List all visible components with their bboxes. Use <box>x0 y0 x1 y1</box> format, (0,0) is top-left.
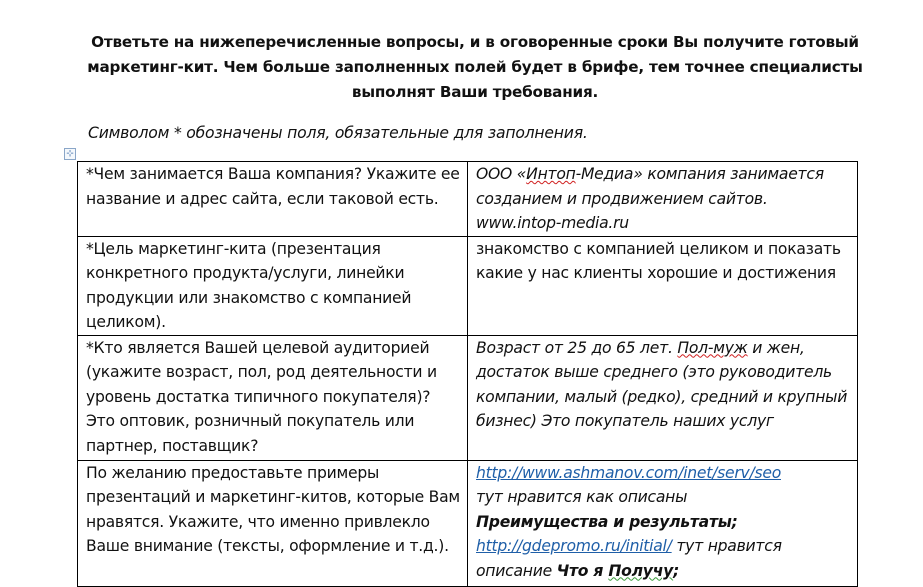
question-cell[interactable]: *Цель маркетинг-кита (презентация конкретного продукта/услуги, линейки продукции или знакомство с компанией целиком). <box>78 236 468 335</box>
required-fields-note: Символом * обозначены поля, обязательные для заполнения. <box>88 124 588 142</box>
brief-table <box>77 161 858 587</box>
spellcheck-word: Интоп <box>526 165 576 183</box>
spellcheck-word: Пол-муж <box>677 338 748 357</box>
answer-cell[interactable]: Возраст от 25 до 65 лет. Пол-муж и жен, достаток выше среднего (это руководитель компании, малый (редко), средний и крупный бизнес) Это покупатель наших услуг <box>468 335 858 460</box>
table-row <box>78 162 858 237</box>
grammar-check-word: Получу <box>608 561 674 580</box>
table-move-handle-icon[interactable]: ⊹ <box>64 148 76 160</box>
intro-line-2: маркетинг-кит. Чем больше заполненных полей будет в брифе, тем точнее специалисты <box>87 58 863 76</box>
answer-cell[interactable]: http://www.ashmanov.com/inet/serv/seo тут нравится как описаны Преимущества и результаты; http://gdepromo.ru/initial/ тут нравится описание Что я Получу; <box>468 460 858 586</box>
intro-line-3: выполнят Ваши требования. <box>351 83 599 101</box>
table-row <box>78 460 858 586</box>
intro-paragraph <box>80 30 870 105</box>
table-row <box>78 335 858 460</box>
question-cell[interactable]: По желанию предоставьте примеры презентаций и маркетинг-китов, которые Вам нравятся. Укажите, что именно привлекло Ваше внимание (тексты, оформление и т.д.). <box>78 460 468 586</box>
answer-cell[interactable]: знакомство с компанией целиком и показать какие у нас клиенты хорошие и достижения <box>468 236 858 335</box>
example-link-gdepromo[interactable]: http://gdepromo.ru/initial/ <box>476 537 672 555</box>
question-cell[interactable]: *Чем занимается Ваша компания? Укажите ее название и адрес сайта, если таковой есть. <box>78 162 468 237</box>
table-row <box>78 236 858 335</box>
example-link-ashmanov[interactable]: http://www.ashmanov.com/inet/serv/seo <box>476 463 781 482</box>
answer-cell[interactable]: ООО «Интоп-Медиа» компания занимается созданием и продвижением сайтов. www.intop-media.ru <box>468 162 858 237</box>
intro-line-1: Ответьте на нижеперечисленные вопросы, и в оговоренные сроки Вы получите готовый <box>91 33 859 51</box>
question-cell[interactable]: *Кто является Вашей целевой аудиторией (укажите возраст, пол, род деятельности и уровень достатка типичного покупателя)? Это оптовик, розничный покупатель или партнер, поставщик? <box>78 335 468 460</box>
